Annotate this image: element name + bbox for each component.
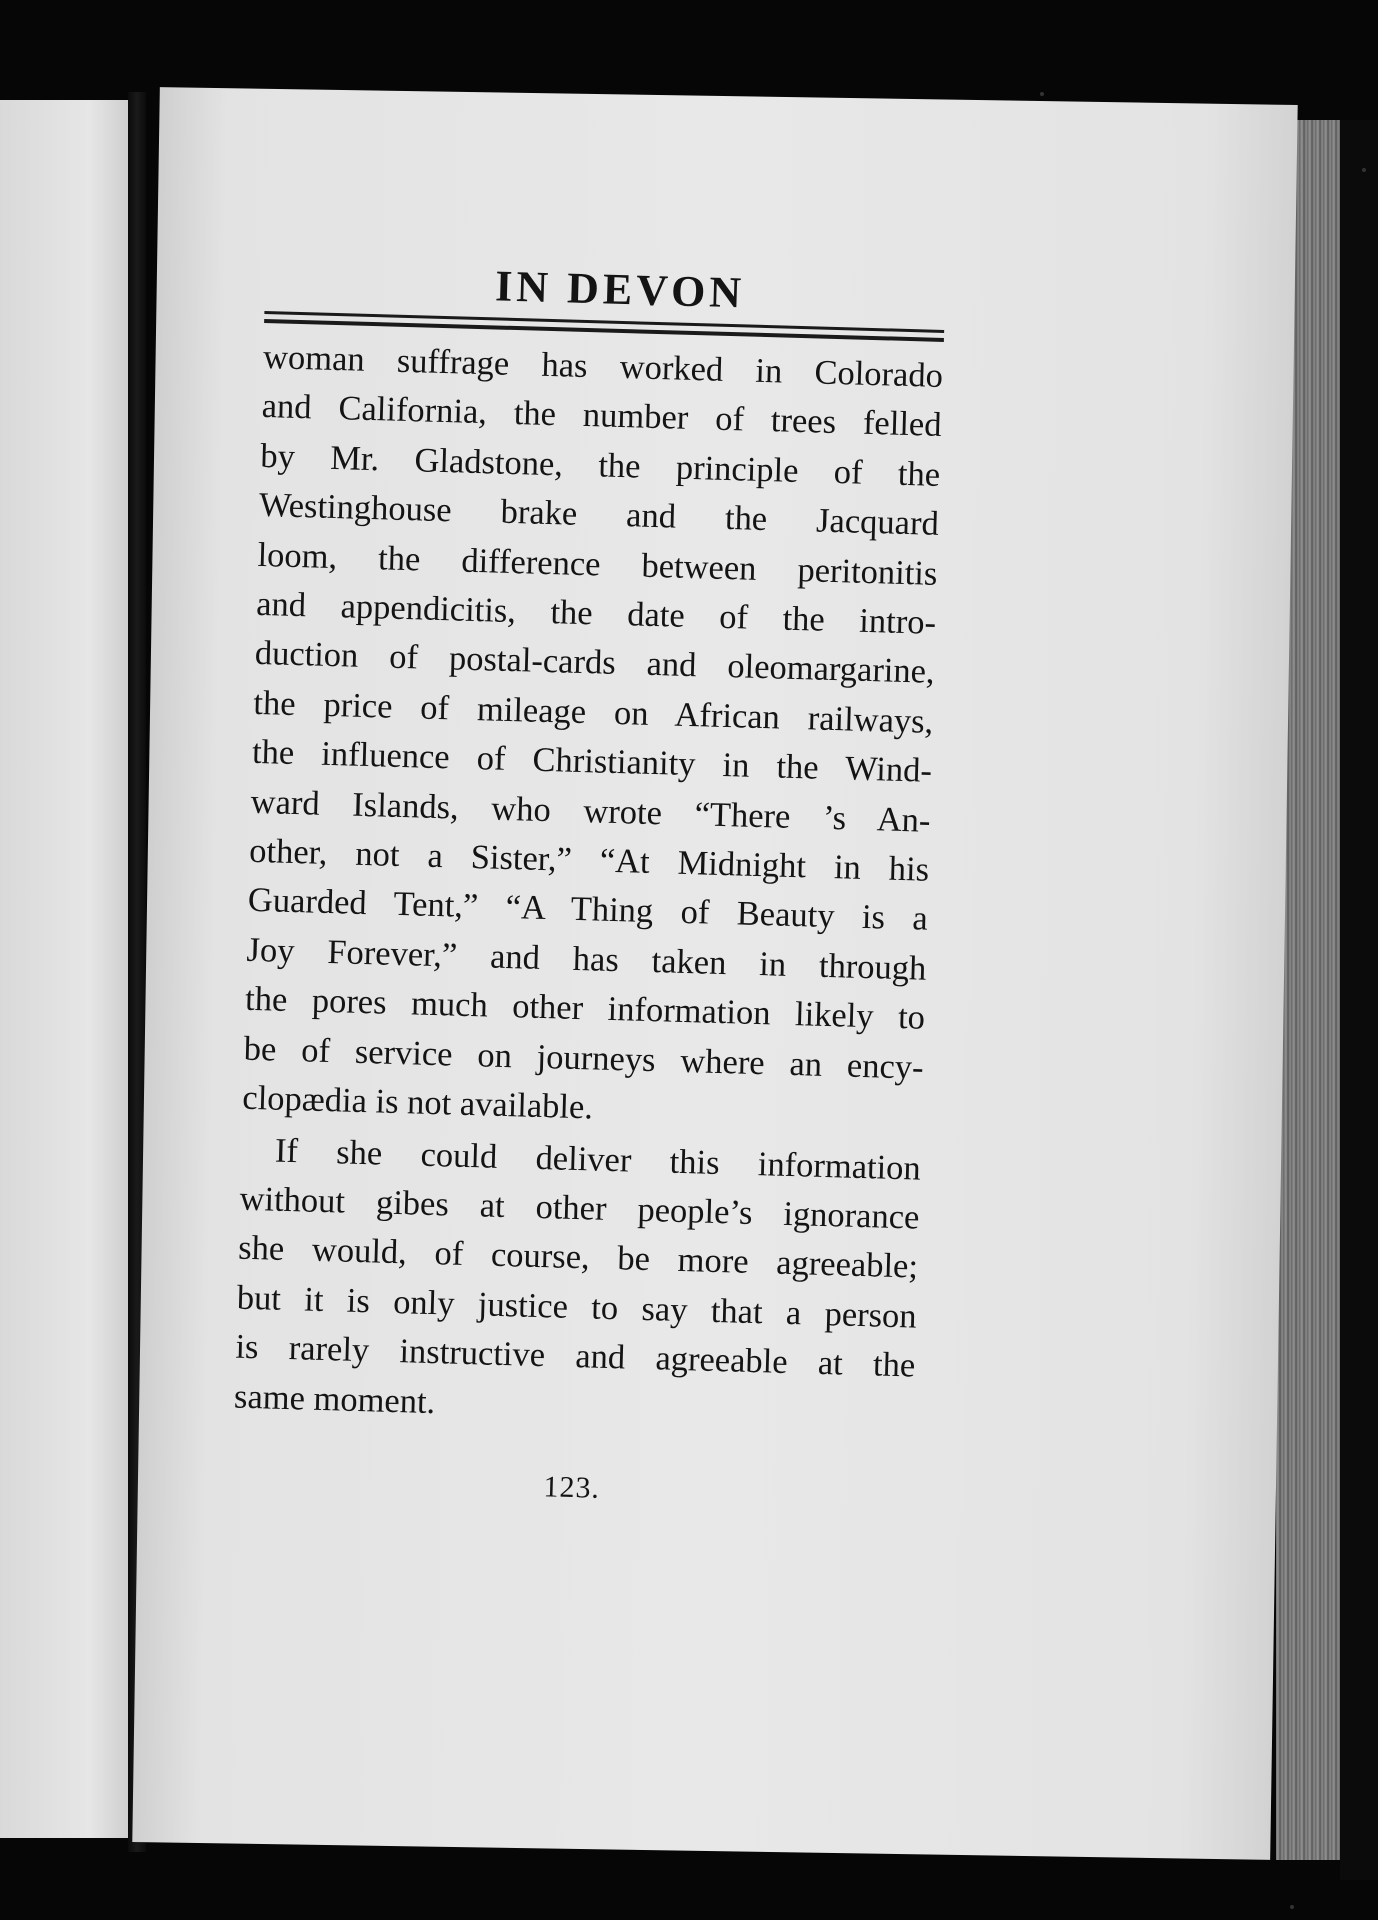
text-line: Guarded Tent,” “A Thing of Beauty is a <box>247 881 929 939</box>
text-line: be of service on journeys where an ency- <box>243 1029 925 1087</box>
page-stack-shadow <box>1340 120 1378 1880</box>
text-line: without gibes at other people’s ignorance <box>239 1179 920 1237</box>
text-line: same moment. <box>233 1377 436 1421</box>
text-line: If she could deliver this information <box>274 1131 922 1188</box>
text-line: Westinghouse brake and the Jacquard <box>258 486 940 544</box>
left-page-edge <box>0 100 135 1838</box>
paragraph-2 <box>233 1125 921 1440</box>
text-line: she would, of course, be more agreeable; <box>237 1228 919 1286</box>
scan-speck <box>1040 92 1044 96</box>
page-number: 123. <box>543 1470 601 1505</box>
text-line: woman suffrage has worked in Colorado <box>262 337 944 395</box>
scan-speck <box>1362 168 1366 172</box>
text-line: other, not a Sister,” “At Midnight in his <box>248 831 930 889</box>
text-line: duction of postal-cards and oleomargarine, <box>254 634 936 692</box>
text-line: but it is only justice to say that a person <box>236 1278 918 1336</box>
text-line: loom, the difference between peritonitis <box>257 535 938 593</box>
text-line: the influence of Christianity in the Wind- <box>251 733 933 791</box>
text-line: and California, the number of trees felled <box>261 387 943 445</box>
text-line: by Mr. Gladstone, the principle of the <box>259 436 941 494</box>
running-head: IN DEVON <box>494 261 746 318</box>
text-line: the price of mileage on African railways, <box>252 683 934 741</box>
text-line: and appendicitis, the date of the intro- <box>255 584 937 642</box>
page-content <box>231 255 945 1514</box>
text-line: ward Islands, who wrote “There ’s An- <box>250 782 932 840</box>
scan-speck <box>1290 1905 1294 1909</box>
text-line: clopædia is not available. <box>241 1078 594 1127</box>
text-line: is rarely instructive and agreeable at the <box>234 1327 916 1385</box>
paragraph-1 <box>242 333 944 1142</box>
text-line: the pores much other information likely to <box>244 979 926 1037</box>
text-line: Joy Forever,” and has taken in through <box>246 930 927 988</box>
